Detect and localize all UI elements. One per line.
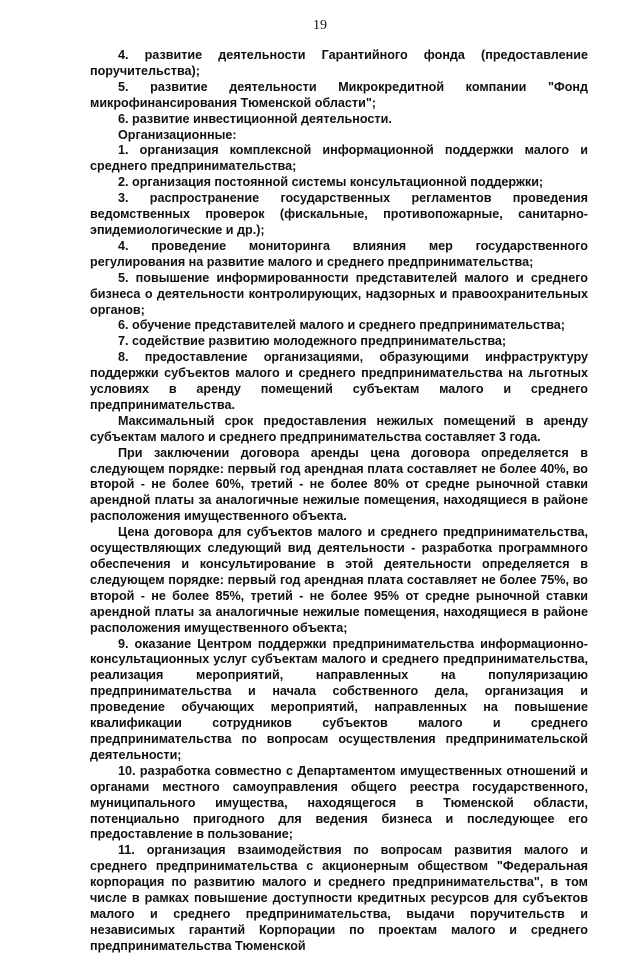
paragraph: 4. развитие деятельности Гарантийного фонда (предоставление поручительства); xyxy=(90,48,588,78)
paragraph: Цена договора для субъектов малого и среднего предпринимательства, осуществляющих следующий вид деятельности - разработка программного обеспечения и консультирование в этой деятельности определяется в следующем порядке: первый год арендная плата составляет не более 75%, во второй - не более 85%, третий - не более 95% от средне рыночной ставки арендной платы за аналогичные нежилые помещения, находящиеся в районе расположения имущественного объекта; xyxy=(90,525,588,635)
paragraph: 5. развитие деятельности Микрокредитной компании "Фонд микрофинансирования Тюменской области"; xyxy=(90,79,588,110)
section-heading: Организационные: xyxy=(118,127,237,142)
paragraph: 1. организация комплексной информационной поддержки малого и среднего предпринимательства; xyxy=(90,143,588,174)
paragraph: 10. разработка совместно с Департаментом имущественных отношений и органами местного самоуправления общего реестра государственного, муниципального имущества, находящегося в Тюменской области, потенциально пригодного для ведения бизнеса и последующее его предоставление в пользование; xyxy=(90,763,588,842)
paragraph: 8. предоставление организациями, образующими инфраструктуру поддержки субъектов малого и среднего предпринимательства на льготных условиях в аренду помещений субъектам малого и среднего предпринимательства. xyxy=(90,350,588,412)
paragraph: 3. распространение государственных регламентов проведения ведомственных проверок (фискальные, противопожарные, санитарно-эпидемиологические и др.); xyxy=(90,191,588,237)
paragraph: 7. содействие развитию молодежного предпринимательства; xyxy=(118,334,507,349)
paragraph: 11. организация взаимодействия по вопросам развития малого и среднего предпринимательства с акционерным обществом "Федеральная корпорация по развитию малого и среднего предпринимательства", в том числе в рамках повышение доступности кредитных ресурсов для субъектов малого и среднего предпринимательства, выдачи поручительств и независимых гарантий Корпорации по проектам малого и среднего предпринимательства Тюменской xyxy=(90,843,588,953)
paragraph: 9. оказание Центром поддержки предпринимательства информационно-консультационных услуг субъектам малого и среднего предпринимательства, реализация мероприятий, направленных на популяризацию предпринимательства и начала собственного дела, организация и проведение обучающих мероприятий, направленных на повышение квалификации сотрудников субъектов малого и среднего предпринимательства по вопросам осуществления предпринимательской деятельности; xyxy=(90,636,588,762)
document-body xyxy=(90,48,588,955)
page-number: 19 xyxy=(313,18,327,33)
paragraph: 4. проведение мониторинга влияния мер государственного регулирования на развитие малого и среднего предпринимательства; xyxy=(90,238,588,269)
paragraph: Максимальный срок предоставления нежилых помещений в аренду субъектам малого и среднего предпринимательства составляет 3 года. xyxy=(90,413,588,444)
paragraph: При заключении договора аренды цена договора определяется в следующем порядке: первый год арендная плата составляет не более 40%, во второй - не более 60%, третий - не более 80% от средне рыночной ставки арендной платы за аналогичные нежилые помещения, находящиеся в районе расположения имущественного объекта. xyxy=(90,445,588,524)
paragraph: 5. повышение информированности представителей малого и среднего бизнеса о деятельности контролирующих, надзорных и правоохранительных органов; xyxy=(90,270,588,317)
paragraph: 6. обучение представителей малого и среднего предпринимательства; xyxy=(118,318,565,333)
paragraph: 2. организация постоянной системы консультационной поддержки; xyxy=(118,175,544,190)
paragraph: 6. развитие инвестиционной деятельности. xyxy=(118,111,392,126)
